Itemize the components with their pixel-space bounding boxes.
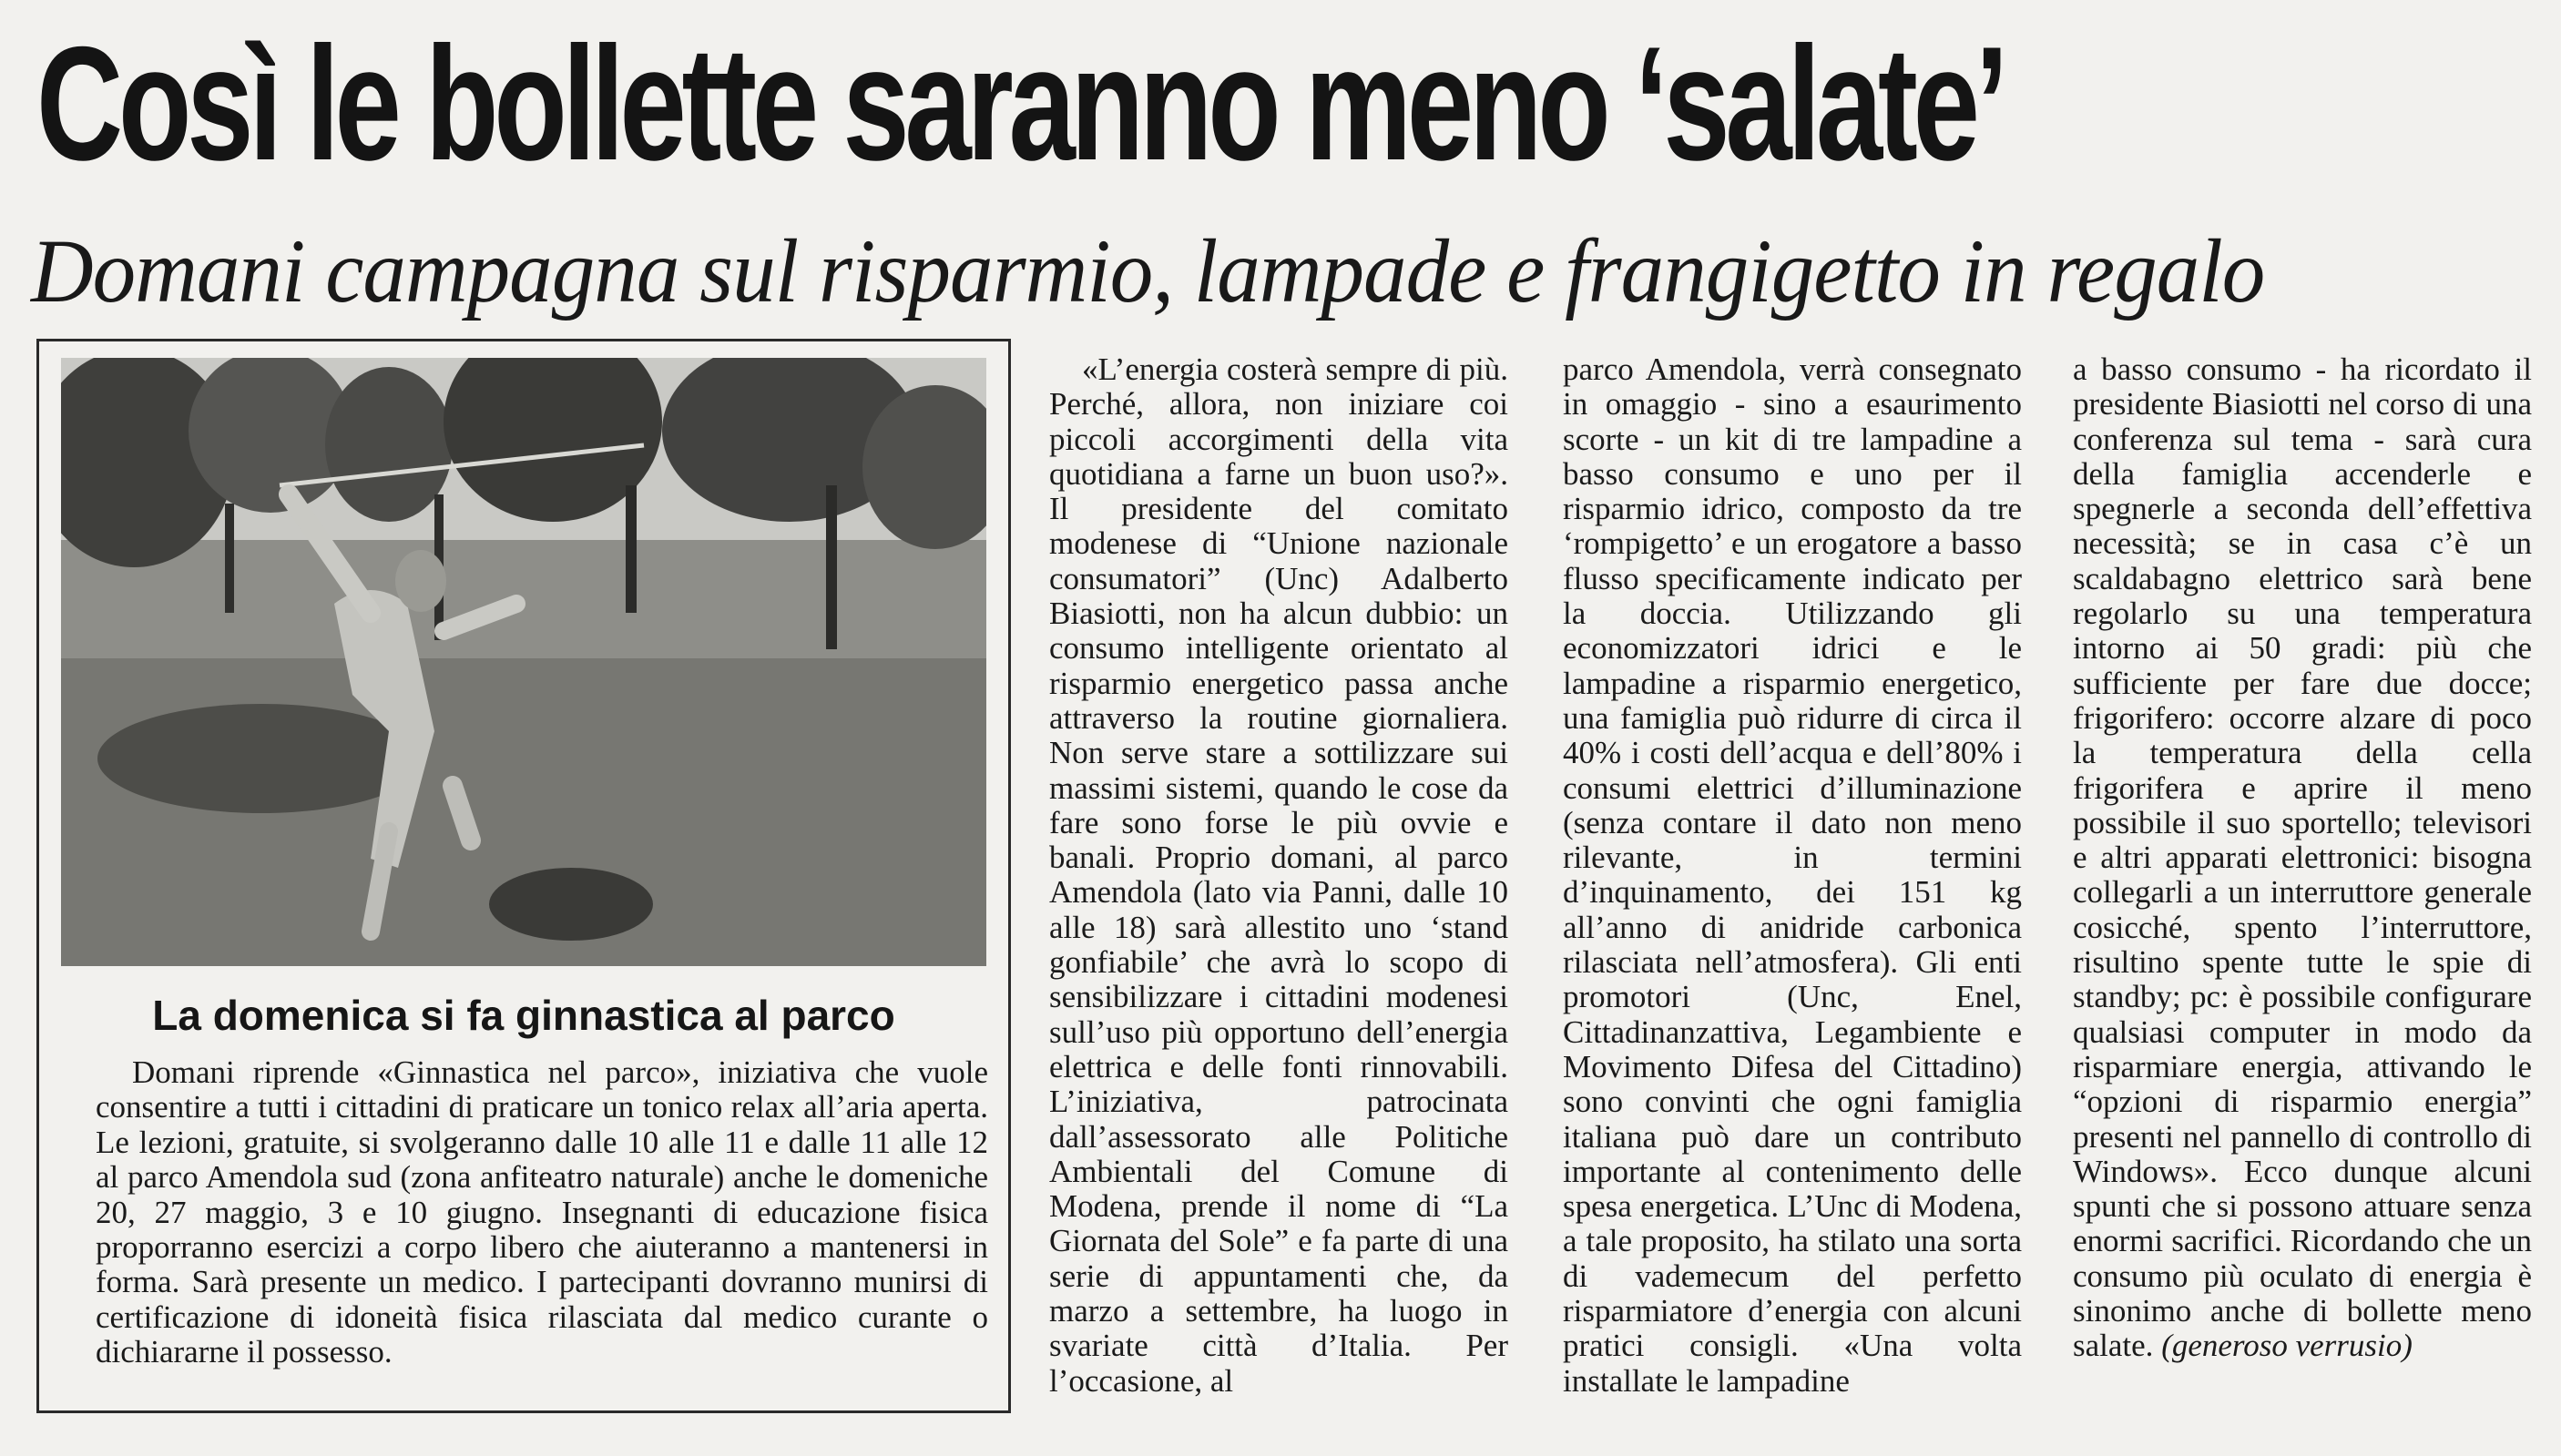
box-text: Domani riprende «Ginnastica nel parco», iniziativa che vuole consentire a tutti i cittadini di praticare un tonico relax all’aria aperta. Le lezioni, gratuite, si svolgeranno dalle 10 alle 11 e dalle 11 alle 12 al parco Amendola sud (zona anfiteatro naturale) anche le domeniche 20, 27 maggio, 3 e 10 giugno. Insegnanti di educazione fisica proporranno esercizi a corpo libero che aiuteranno a mantenersi in forma. Sarà presente un medico. I partecipanti dovranno munirsi di certificazione di idoneità fisica rilasciata dal medico curante o dichiararne il possesso. <box>96 1054 988 1370</box>
subheadline: Domani campagna sul risparmio, lampade e frangigetto in regalo <box>31 220 2265 321</box>
article-column-2: parco Amendola, verrà consegnato in omaggio - sino a esaurimento scorte - un kit di tre lampadine a basso consumo e uno per il risparmio idrico, composto da tre ‘rompigetto’ e un erogatore a basso flusso specificamente indicato per la doccia. Utilizzando gli economizzatori idrici e le lampadine a risparmio energetico, una famiglia può ridurre di circa il 40% i costi dell’acqua e dell’80% i consumi elettrici d’illuminazione (senza contare il dato non meno rilevante, in termini d’inquinamento, dei 151 kg all’anno di anidride carbonica rilasciata nell’atmosfera). Gli enti promotori (Unc, Enel, Cittadinanzattiva, Legambiente e Movimento Difesa del Cittadino) sono convinti che ogni famiglia italiana può dare un contributo importante al contenimento delle spesa energetica. L’Unc di Modena, a tale proposito, ha stilato una sorta di vademecum del perfetto risparmiatore d’energia con alcuni pratici consigli. «Una volta installate le lampadine <box>1563 351 2022 1399</box>
article-column-1: «L’energia costerà sempre di più. Perché, allora, non iniziare coi piccoli accorgimenti della vita quotidiana a farne un buon uso?». Il presidente del comitato modenese di “Unione nazionale consumatori” (Unc) Adalberto Biasiotti, non ha alcun dubbio: un consumo intelligente orientato al risparmio energetico passa anche attraverso la routine giornaliera. Non serve stare a sottilizzare sui massimi sistemi, quando le cose da fare sono forse le più ovvie e banali. Proprio domani, al parco Amendola (lato via Panni, dalle 10 alle 18) sarà allestito uno ‘stand gonfiabile’ che avrà lo scopo di sensibilizzare i cittadini modenesi sull’uso più opportuno dell’energia elettrica e delle fonti rinnovabili. L’iniziativa, patrocinata dall’assessorato alle Politiche Ambientali del Comune di Modena, prende il nome di “La Giornata del Sole” e fa parte di una serie di appuntamenti che, da marzo a settembre, ha luogo in svariate città d’Italia. Per l’occasione, al <box>1049 351 1508 1399</box>
park-photo-illustration <box>61 358 986 966</box>
article-column-3-text: a basso consumo - ha ricordato il presidente Biasiotti nel corso di una conferenza sul tema - sarà cura della famiglia accenderle e spegnerle a seconda dell’effettiva necessità; se in casa c’è un scaldabagno elettrico sarà bene regolarlo su una temperatura intorno ai 50 gradi: più che sufficiente per fare due docce; frigorifero: occorre alzare di poco la temperatura della cella frigorifera e aprire il meno possibile il suo sportello; televisori e altri apparati elettronici: bisogna collegarli a un interruttore generale cosicché, spento l’interruttore, risultino spente tutte le spie di standby; pc: è possibile configurare qualsiasi computer in modo da risparmiare energia, attivando le “opzioni di risparmio energia” presenti nel pannello di controllo di Windows». Ecco dunque alcuni spunti che si possono attuare senza enormi sacrifici. Ricordando che un consumo più oculato di energia è sinonimo anche di bollette meno salate. <box>2073 351 2532 1364</box>
article-column-3 <box>2073 352 2532 1364</box>
headline: Così le bollette saranno meno ‘salate’ <box>36 13 2005 194</box>
photo-woman-exercising-in-park <box>61 358 986 966</box>
author-signature: (generoso verrusio) <box>2161 1328 2413 1364</box>
sidebar-box <box>36 339 1011 1413</box>
box-title: La domenica si fa ginnastica al parco <box>152 992 895 1039</box>
